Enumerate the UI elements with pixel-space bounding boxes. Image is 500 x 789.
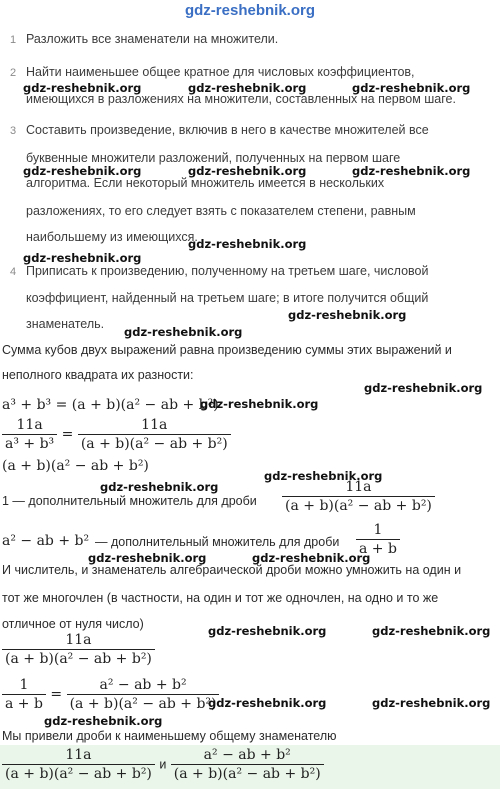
denominator: (a + b)(a² − ab + b²) [282,496,435,514]
sum-cubes-formula [2,397,219,413]
denominator: (a + b)(a² − ab + b²) [171,764,324,782]
step-line: буквенные множители разложений, полученных на первом шаге [26,151,401,165]
watermark: gdz-reshebnik.org [200,397,319,411]
watermark: gdz-reshebnik.org [188,81,307,95]
fraction [2,417,57,452]
common-denominator: (a + b)(a² − ab + b²) [2,458,149,474]
numerator: 11a [141,417,168,433]
watermark: gdz-reshebnik.org [100,480,219,494]
step-line: знаменатель. [26,317,105,331]
fraction [282,479,435,514]
watermark: gdz-reshebnik.org [352,81,471,95]
fraction-equality [2,677,219,712]
numerator: 11a [16,417,43,433]
watermark: gdz-reshebnik.org [372,624,491,638]
numerator: 11a [345,479,372,495]
result-fractions [2,747,324,782]
fraction [171,747,324,782]
watermark: gdz-reshebnik.org [288,308,407,322]
fraction [67,677,220,712]
watermark: gdz-reshebnik.org [23,81,142,95]
conclusion-text: Мы привели дроби к наименьшему общему знаменателю [2,729,337,743]
numerator: a² − ab + b² [99,677,187,693]
watermark: gdz-reshebnik.org [23,164,142,178]
numerator: 1 [19,677,29,693]
site-header[interactable]: gdz-reshebnik.org [184,2,315,19]
step-number: 4 [10,266,17,278]
fraction-equality [2,417,231,452]
denominator: (a + b)(a² − ab + b²) [67,694,220,712]
watermark: gdz-reshebnik.org [124,325,243,339]
watermark: gdz-reshebnik.org [88,551,207,565]
step-line: наибольшему из имеющихся. [26,230,198,244]
watermark: gdz-reshebnik.org [188,237,307,251]
watermark: gdz-reshebnik.org [188,164,307,178]
step-line: алгоритма. Если некоторый множитель имеется в нескольких [26,176,385,190]
watermark: gdz-reshebnik.org [364,381,483,395]
equals-sign: = [50,686,63,703]
equals-sign: = [61,426,74,443]
paragraph-line: Сумма кубов двух выражений равна произведению суммы этих выражений и [2,343,452,357]
denominator: (a + b)(a² − ab + b²) [2,649,155,667]
denominator: (a + b)(a² − ab + b²) [78,434,231,452]
quad-factor: a² − ab + b² [2,533,90,549]
paragraph-line: неполного квадрата их разности: [2,368,194,382]
watermark: gdz-reshebnik.org [252,551,371,565]
watermark: gdz-reshebnik.org [208,624,327,638]
and-word: и [159,757,167,772]
step-line: Приписать к произведению, полученному на третьем шаге, числовой [26,264,429,278]
numerator: 11a [65,747,92,763]
fraction [2,632,155,667]
numerator: a² − ab + b² [203,747,291,763]
formula-rhs: = (a + b)(a² − ab + b²) [55,397,219,413]
formula-lhs: a³ + b³ [2,397,52,413]
fraction [2,747,155,782]
numerator: 1 [373,522,383,538]
numerator: 11a [65,632,92,648]
step-line: Составить произведение, включив в него в качестве множителей все [26,123,429,137]
step-line: Найти наименьшее общее кратное для числовых коэффициентов, [26,65,415,79]
denominator: a + b [2,694,46,712]
watermark: gdz-reshebnik.org [23,251,142,265]
paragraph-line: тот же многочлен (в частности, на один и тот же одночлен, на одно и то же [2,591,439,605]
step-line: имеющихся в разложениях на множители, составленных на первом шаге. [26,92,456,106]
watermark: gdz-reshebnik.org [44,714,163,728]
step-number: 2 [10,67,17,79]
step-number: 3 [10,125,17,137]
watermark: gdz-reshebnik.org [208,696,327,710]
watermark: gdz-reshebnik.org [352,164,471,178]
factor-text: 1 — дополнительный множитель для дроби [2,494,257,508]
denominator: a + b [356,539,400,557]
step-line: Разложить все знаменатели на множители. [26,32,279,46]
watermark: gdz-reshebnik.org [372,696,491,710]
watermark: gdz-reshebnik.org [264,469,383,483]
denominator: a³ + b³ [2,434,57,452]
paragraph-line: И числитель, и знаменатель алгебраической дроби можно умножить на один и [2,563,462,577]
fraction [2,677,46,712]
paragraph-line: отличное от нуля число) [2,617,144,631]
factor-text: — дополнительный множитель для дроби [95,535,340,549]
step-line: разложениях, то его следует взять с показателем степени, равным [26,204,416,218]
denominator: (a + b)(a² − ab + b²) [2,764,155,782]
fraction [78,417,231,452]
step-number: 1 [10,34,17,46]
step-line: коэффициент, найденный на третьем шаге; в итоге получится общий [26,291,429,305]
